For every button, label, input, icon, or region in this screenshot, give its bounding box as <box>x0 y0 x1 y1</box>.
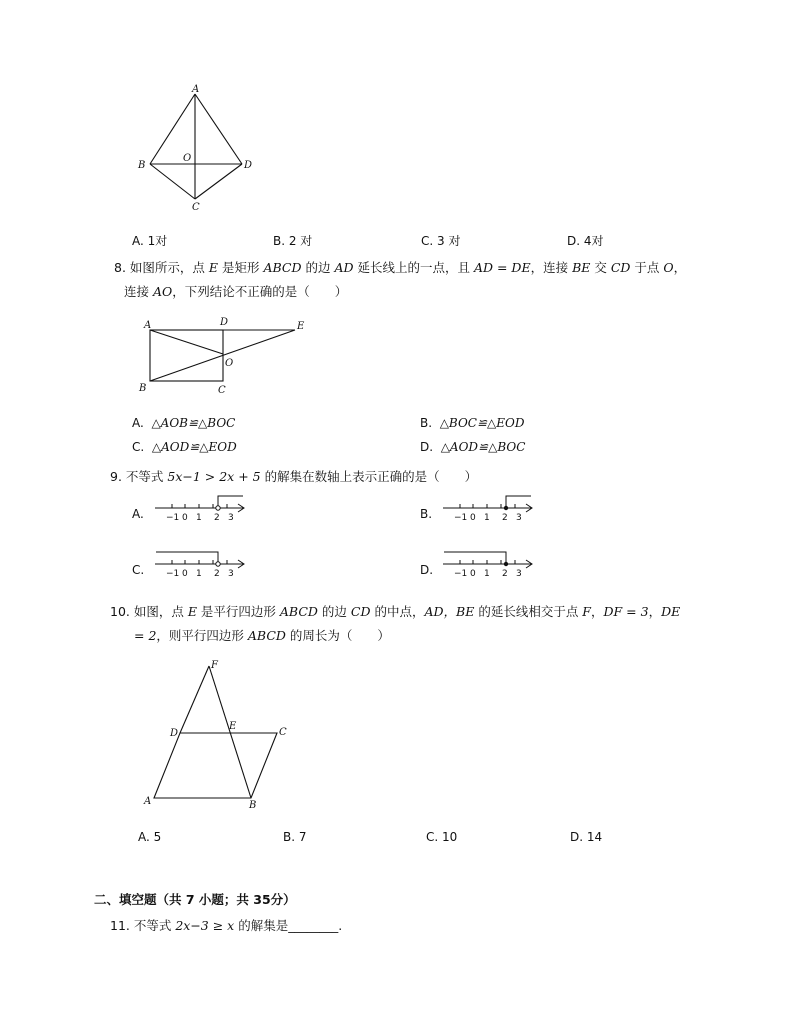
svg-text:2: 2 <box>214 513 220 523</box>
q10-text: 的延长线相交于点 <box>474 604 583 619</box>
label-c: C <box>192 202 200 213</box>
q10-text: 的边 <box>317 604 351 619</box>
svg-text:3: 3 <box>228 513 234 523</box>
q8-line1 <box>114 258 686 276</box>
q10-option-d: D. 14 <box>570 830 603 844</box>
q8-var: AD = DE <box>473 260 531 275</box>
q11-suffix: 的解集是________. <box>234 918 343 933</box>
svg-text:0: 0 <box>470 513 476 523</box>
q10-text: 的周长为（ ） <box>285 628 390 643</box>
option-prefix: A. <box>132 416 144 430</box>
q10-text: ，则平行四边形 <box>156 628 248 643</box>
number-line-c <box>152 546 252 580</box>
parallelogram-abcd <box>154 733 277 798</box>
label-a: A <box>144 320 152 331</box>
label-c: C <box>279 727 287 738</box>
q10-var: E <box>187 604 197 619</box>
q10-option-a: A. 5 <box>138 830 162 844</box>
q8-var: CD <box>610 260 631 275</box>
q11-expr: 2x−3 ≥ x <box>175 918 235 933</box>
label-e: E <box>297 321 305 332</box>
option-expr: △AOB≌△BOC <box>151 416 236 430</box>
q9-suffix: 的解集在数轴上表示正确的是（ ） <box>260 469 478 484</box>
q7-option-d: D. 4对 <box>567 234 604 248</box>
label-f: F <box>211 660 218 671</box>
q10-text: ， <box>590 604 604 619</box>
q10-var: = 2 <box>134 628 157 643</box>
q8-text: 于点 <box>630 260 664 275</box>
label-a: A <box>144 796 152 807</box>
q7-option-a: A. 1对 <box>132 234 168 248</box>
segment-bc <box>150 164 195 199</box>
svg-text:3: 3 <box>516 513 522 523</box>
q10-text: 的中点， <box>370 604 425 619</box>
svg-text:1: 1 <box>196 569 202 579</box>
svg-text:2: 2 <box>502 569 508 579</box>
q9-option-a-label: A. <box>132 507 144 521</box>
figure-kite-abcd <box>130 82 270 214</box>
q8-var: AD <box>334 260 354 275</box>
label-o: O <box>183 153 192 164</box>
label-d: D <box>170 728 179 739</box>
q8-text: 交 <box>590 260 611 275</box>
q8-text: ， <box>673 260 687 275</box>
q7-option-b: B. 2 对 <box>273 234 313 248</box>
q9-option-c-label: C. <box>132 563 145 577</box>
option-expr: △AOD≌△BOC <box>440 440 526 454</box>
q9-option-d-label: D. <box>420 563 434 577</box>
svg-text:−1: −1 <box>454 569 468 579</box>
option-prefix: D. <box>420 440 434 454</box>
q10-var: F <box>582 604 591 619</box>
q10-var: ABCD <box>279 604 318 619</box>
q8-option-a <box>132 416 235 430</box>
figure-rectangle-abcd <box>138 314 310 396</box>
q10-line1 <box>110 602 680 620</box>
q10-line2 <box>134 626 390 644</box>
svg-text:0: 0 <box>182 513 188 523</box>
q9-prefix: 9. 不等式 <box>110 469 168 484</box>
q10-var: DE <box>661 604 681 619</box>
q11-text <box>110 916 342 934</box>
svg-text:0: 0 <box>182 569 188 579</box>
segment-ad <box>195 94 242 164</box>
q8-text: 连接 <box>124 284 153 299</box>
segment-da-extended <box>180 666 209 733</box>
q8-text: ，下列结论不正确的是（ ） <box>172 284 348 299</box>
q8-option-d <box>420 440 525 454</box>
q8-var: BE <box>572 260 591 275</box>
q9-option-b-label: B. <box>420 507 433 521</box>
svg-text:−1: −1 <box>166 513 180 523</box>
q10-option-c: C. 10 <box>426 830 458 844</box>
q7-option-c: C. 3 对 <box>421 234 461 248</box>
svg-text:2: 2 <box>502 513 508 523</box>
svg-text:−1: −1 <box>166 569 180 579</box>
label-d: D <box>244 160 253 171</box>
svg-text:1: 1 <box>196 513 202 523</box>
svg-text:0: 0 <box>470 569 476 579</box>
svg-text:−1: −1 <box>454 513 468 523</box>
q8-text: 8. 如图所示，点 <box>114 260 209 275</box>
svg-text:3: 3 <box>516 569 522 579</box>
q10-text: 10. 如图，点 <box>110 604 188 619</box>
q10-var: CD <box>350 604 371 619</box>
q10-var: DF = 3 <box>603 604 649 619</box>
option-expr: △BOC≌△EOD <box>439 416 525 430</box>
label-b: B <box>138 160 146 171</box>
label-b: B <box>249 800 257 811</box>
segment-dc <box>195 164 242 199</box>
label-e: E <box>229 721 237 732</box>
section-title: 二、填空题（共 7 小题；共 35分） <box>94 892 296 907</box>
option-prefix: C. <box>132 440 145 454</box>
q8-var: AO <box>152 284 173 299</box>
q8-var: ABCD <box>263 260 302 275</box>
number-line-d <box>440 546 540 580</box>
svg-text:3: 3 <box>228 569 234 579</box>
number-line-b <box>440 490 540 524</box>
q8-text: 是矩形 <box>218 260 264 275</box>
q8-option-b <box>420 416 524 430</box>
label-o: O <box>225 358 234 369</box>
segment-ao <box>150 330 223 354</box>
q9-expr: 5x−1 > 2x + 5 <box>167 469 261 484</box>
figure-parallelogram-abcd <box>140 654 300 814</box>
number-line-a <box>152 490 252 524</box>
q8-text: ，连接 <box>530 260 573 275</box>
q10-option-b: B. 7 <box>283 830 307 844</box>
q8-text: 的边 <box>301 260 335 275</box>
q8-option-c <box>132 440 237 454</box>
label-d: D <box>220 317 229 328</box>
rectangle-abcd <box>150 330 223 381</box>
q11-prefix: 11. 不等式 <box>110 918 176 933</box>
option-prefix: B. <box>420 416 433 430</box>
svg-text:1: 1 <box>484 569 490 579</box>
svg-text:1: 1 <box>484 513 490 523</box>
segment-be-extended <box>209 666 251 798</box>
label-b: B <box>139 383 147 394</box>
q10-text: ， <box>648 604 662 619</box>
q8-text: 延长线上的一点，且 <box>353 260 474 275</box>
q9-text <box>110 467 477 485</box>
q8-var: O <box>663 260 674 275</box>
q10-var: AD，BE <box>424 604 475 619</box>
q10-var: ABCD <box>247 628 286 643</box>
option-expr: △AOD≌△EOD <box>151 440 237 454</box>
label-a: A <box>192 84 200 95</box>
svg-text:2: 2 <box>214 569 220 579</box>
label-c: C <box>218 385 226 396</box>
q8-line2 <box>124 282 347 300</box>
q8-var: E <box>208 260 218 275</box>
q10-text: 是平行四边形 <box>196 604 280 619</box>
